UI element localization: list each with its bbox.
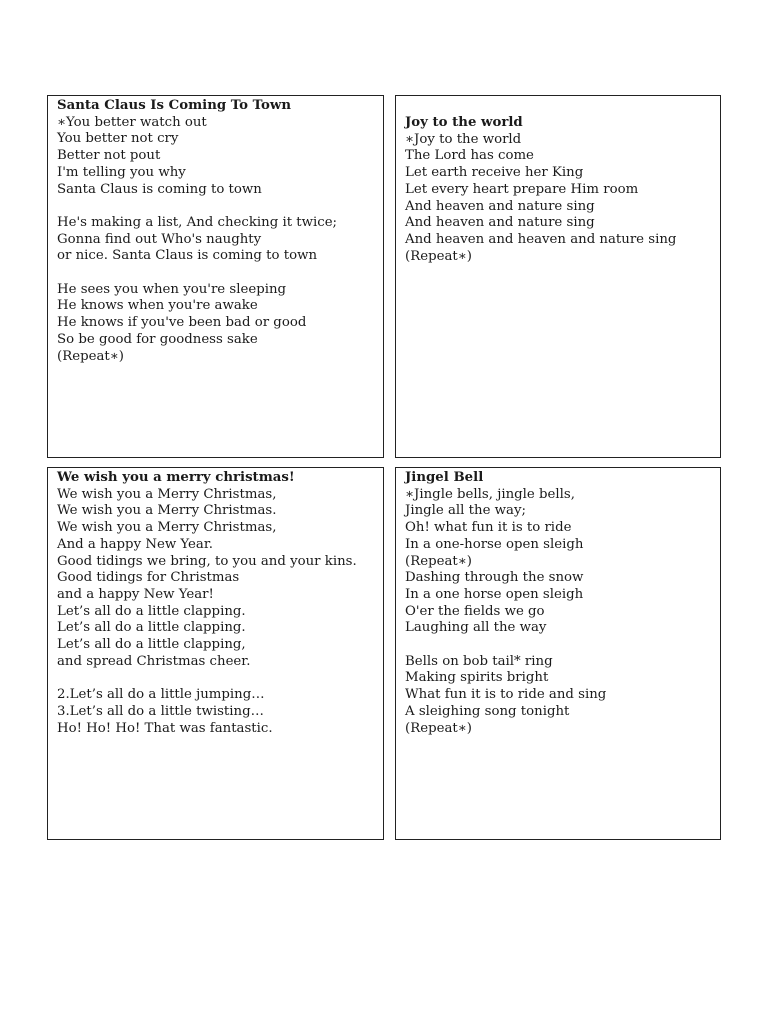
lyric-line: Let earth receive her King <box>405 165 584 181</box>
song-lyrics <box>57 487 374 738</box>
lyric-line: He knows when you're awake <box>57 298 258 314</box>
lyric-line: We wish you a Merry Christmas, <box>57 486 277 502</box>
lyric-line: ∗Jingle bells, jingle bells, <box>405 486 575 502</box>
lyric-line: In a one-horse open sleigh <box>405 536 584 552</box>
lyric-line <box>57 265 374 282</box>
song-title: Santa Claus Is Coming To Town <box>57 98 292 113</box>
lyric-line: 3.Let’s all do a little twisting… <box>57 703 264 719</box>
lyric-line <box>57 670 374 687</box>
lyric-line: Good tidings we bring, to you and your kins. <box>57 553 357 569</box>
lyric-line: Oh! what fun it is to ride <box>405 520 572 536</box>
lyric-line: Let’s all do a little clapping, <box>57 637 246 653</box>
lyric-line: And heaven and nature sing <box>405 215 595 231</box>
lyric-line: Let’s all do a little clapping. <box>57 603 246 619</box>
lyric-line: Making spirits bright <box>405 670 549 686</box>
lyric-line: He knows if you've been bad or good <box>57 315 307 331</box>
lyric-line: and a happy New Year! <box>57 586 214 602</box>
lyric-line <box>57 198 374 215</box>
lyric-line: And heaven and nature sing <box>405 198 595 214</box>
song-lyrics <box>405 487 711 738</box>
lyric-line: Gonna find out Who's naughty <box>57 231 262 247</box>
song-card-santa-claus <box>47 95 384 458</box>
lyric-line: Ho! Ho! Ho! That was fantastic. <box>57 720 273 736</box>
lyric-line: I'm telling you why <box>57 164 186 180</box>
lyric-line: ∗Joy to the world <box>405 131 522 147</box>
lyric-line: Good tidings for Christmas <box>57 570 240 586</box>
lyric-line: Bells on bob tail* ring <box>405 653 553 669</box>
lyric-line: Let’s all do a little clapping. <box>57 620 246 636</box>
lyric-line: What fun it is to ride and sing <box>405 687 607 703</box>
song-title: Joy to the world <box>405 115 523 130</box>
lyric-line: So be good for goodness sake <box>57 331 258 347</box>
lyric-line: or nice. Santa Claus is coming to town <box>57 248 318 264</box>
lyric-line: And heaven and heaven and nature sing <box>405 231 677 247</box>
song-title: We wish you a merry christmas! <box>57 470 295 485</box>
lyric-line: Jingle all the way; <box>405 503 526 519</box>
song-card-joy-to-the-world <box>395 95 721 458</box>
lyric-line: Better not pout <box>57 148 161 164</box>
lyric-line: (Repeat∗) <box>57 348 124 364</box>
lyric-line: Let every heart prepare Him room <box>405 181 639 197</box>
lyric-line: 2.Let’s all do a little jumping… <box>57 687 265 703</box>
lyric-line: He's making a list, And checking it twice; <box>57 214 338 230</box>
lyric-line: We wish you a Merry Christmas. <box>57 503 277 519</box>
lyric-line: He sees you when you're sleeping <box>57 281 287 297</box>
lyric-line: The Lord has come <box>405 148 534 164</box>
lyric-line: We wish you a Merry Christmas, <box>57 520 277 536</box>
lyric-line: (Repeat∗) <box>405 720 472 736</box>
song-title: Jingel Bell <box>405 470 484 485</box>
song-card-jingle-bell <box>395 467 721 840</box>
lyric-line: In a one horse open sleigh <box>405 586 584 602</box>
lyric-line: (Repeat∗) <box>405 248 472 264</box>
song-lyrics <box>405 132 711 266</box>
lyric-line: And a happy New Year. <box>57 536 213 552</box>
lyric-line: Santa Claus is coming to town <box>57 181 262 197</box>
lyric-line <box>405 637 711 654</box>
song-card-we-wish-you <box>47 467 384 840</box>
song-lyrics <box>57 115 374 366</box>
lyric-line: O'er the fields we go <box>405 603 545 619</box>
lyric-line: Laughing all the way <box>405 620 547 636</box>
lyric-line: ∗You better watch out <box>57 114 207 130</box>
lyric-line: You better not cry <box>57 131 179 147</box>
lyric-line: A sleighing song tonight <box>405 703 570 719</box>
lyric-line: Dashing through the snow <box>405 570 584 586</box>
lyric-line: (Repeat∗) <box>405 553 472 569</box>
lyric-line: and spread Christmas cheer. <box>57 653 251 669</box>
